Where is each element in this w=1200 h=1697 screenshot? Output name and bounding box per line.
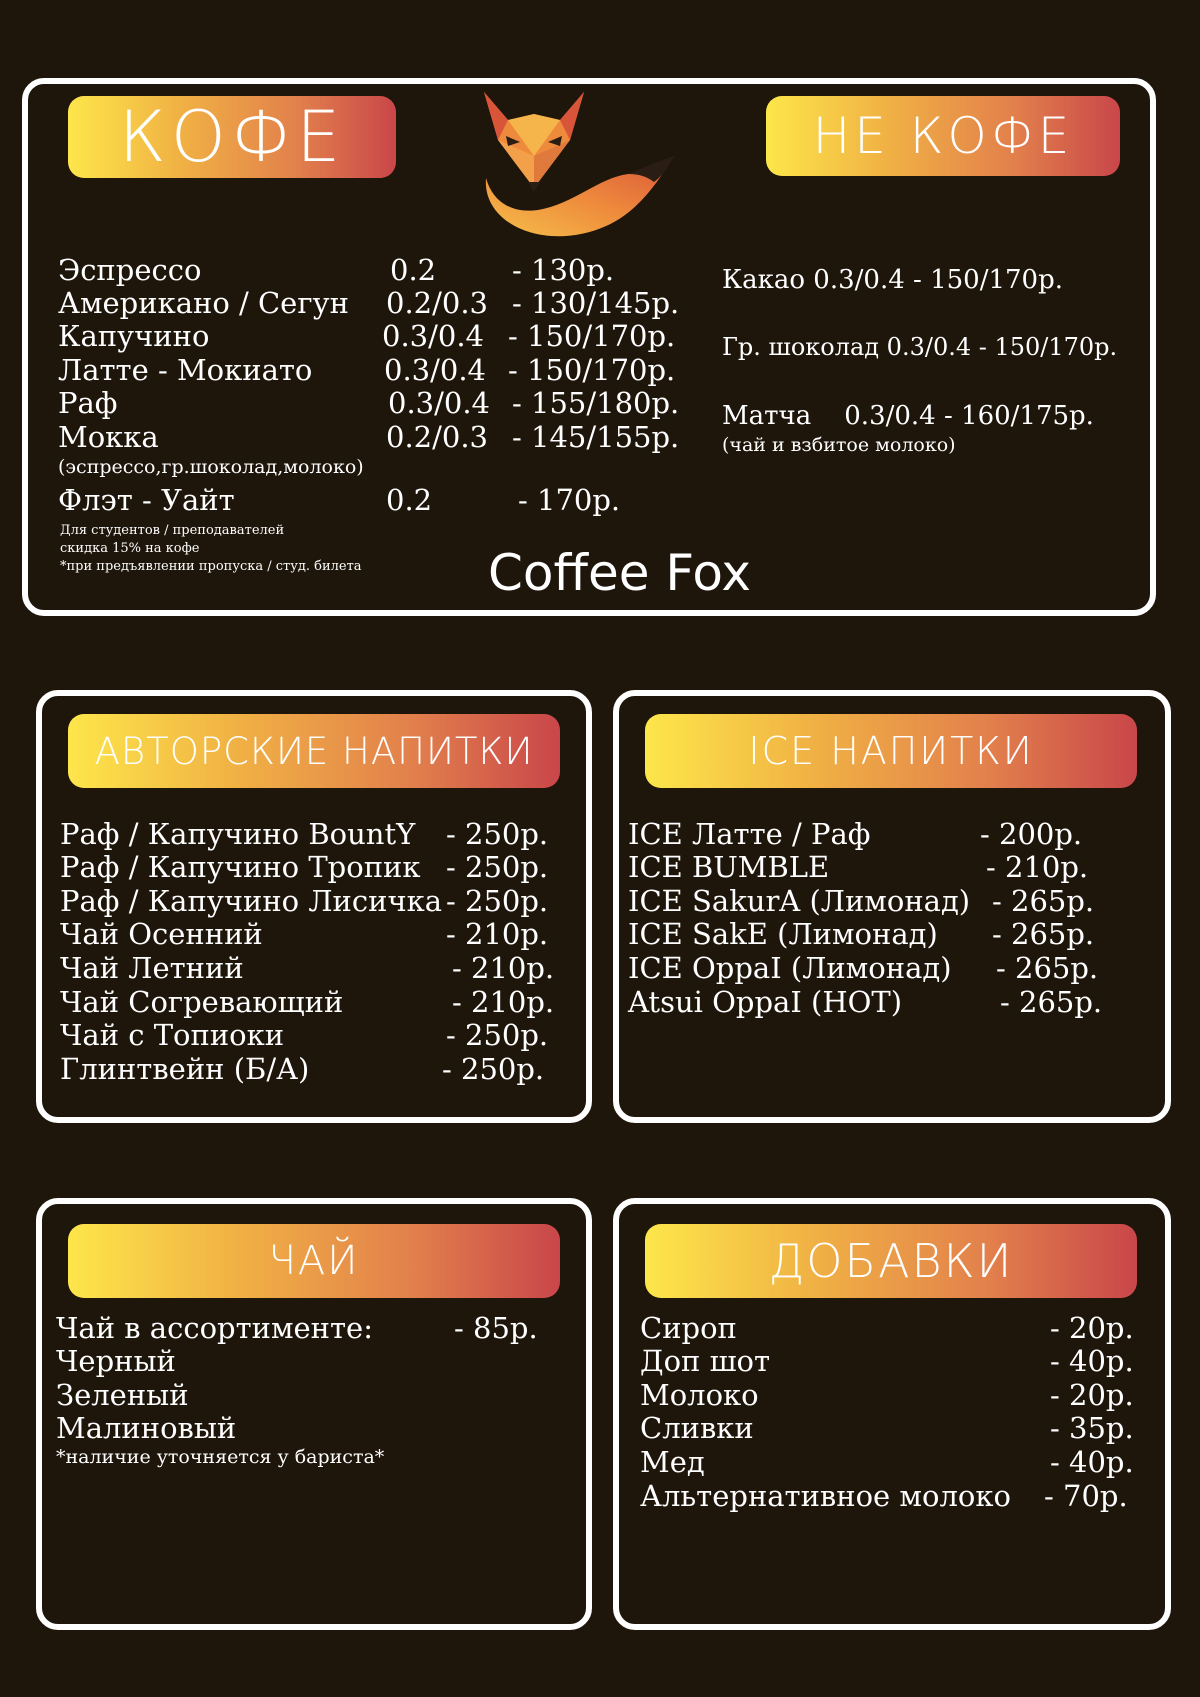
addon-price: - 70р. xyxy=(1044,1479,1128,1513)
coffee-item-size: 0.2 xyxy=(390,253,437,287)
addon-price: - 20р. xyxy=(1050,1311,1134,1345)
coffee-item-name: Латте - Мокиато xyxy=(58,353,313,387)
brand-name: Coffee Fox xyxy=(488,544,751,602)
author-drink-price: - 250р. xyxy=(446,1018,549,1052)
author-drink-price: - 210р. xyxy=(452,985,555,1019)
coffee-item-size: 0.2/0.3 xyxy=(386,420,489,454)
coffee-item-price: - 155/180р. xyxy=(512,386,680,420)
addon-name: Доп шот xyxy=(640,1344,771,1378)
author-drink-price: - 250р. xyxy=(442,1052,545,1086)
author-drinks-heading: АВТОРСКИЕ НАПИТКИ xyxy=(68,714,560,788)
addon-price: - 20р. xyxy=(1050,1378,1134,1412)
coffee-item-price: - 150/170р. xyxy=(508,319,676,353)
ice-drink-price: - 265р. xyxy=(1000,985,1103,1019)
not-coffee-item: Гр. шоколад 0.3/0.4 - 150/170р. xyxy=(722,333,1118,361)
ice-drink-price: - 200р. xyxy=(980,817,1083,851)
ice-drink-name: Atsui OppaI (HOT) xyxy=(628,985,903,1019)
addon-name: Сироп xyxy=(640,1311,737,1345)
author-drink-name: Раф / Капучино Тропик xyxy=(60,850,421,884)
tea-assortment-price: - 85р. xyxy=(454,1311,538,1345)
ice-drinks-heading: ICE НАПИТКИ xyxy=(645,714,1137,788)
ice-drink-price: - 265р. xyxy=(992,917,1095,951)
coffee-item-price: - 145/155р. xyxy=(512,420,680,454)
ice-drink-name: ICE Латте / Раф xyxy=(628,817,871,851)
coffee-item-price: - 170р. xyxy=(518,483,621,517)
author-drink-name: Раф / Капучино Лисичка xyxy=(60,884,443,918)
ice-drink-price: - 265р. xyxy=(992,884,1095,918)
ice-drink-name: ICE SakurA (Лимонад) xyxy=(628,884,971,918)
coffee-item-size: 0.2/0.3 xyxy=(386,286,489,320)
ice-drink-name: ICE SakE (Лимонад) xyxy=(628,917,938,951)
addon-name: Альтернативное молоко xyxy=(640,1479,1011,1513)
ice-drink-name: ICE OppaI (Лимонад) xyxy=(628,951,952,985)
author-drink-price: - 250р. xyxy=(446,817,549,851)
fox-logo-icon xyxy=(478,86,698,256)
author-drink-name: Глинтвейн (Б/А) xyxy=(60,1052,310,1086)
coffee-item-name: Раф xyxy=(58,386,118,420)
addon-price: - 40р. xyxy=(1050,1445,1134,1479)
coffee-item-size: 0.3/0.4 xyxy=(388,386,491,420)
addon-price: - 40р. xyxy=(1050,1344,1134,1378)
discount-note-line: *при предъявлении пропуска / студ. билета xyxy=(60,559,362,574)
coffee-item-name: Флэт - Уайт xyxy=(58,483,235,517)
addons-heading: ДОБАВКИ xyxy=(645,1224,1137,1298)
author-drink-name: Чай Согревающий xyxy=(60,985,344,1019)
author-drink-price: - 210р. xyxy=(446,917,549,951)
coffee-item-price: - 130р. xyxy=(512,253,615,287)
coffee-item-name: Американо / Сегун xyxy=(58,286,349,320)
coffee-item-size: 0.2 xyxy=(386,483,433,517)
coffee-item-price: - 150/170р. xyxy=(508,353,676,387)
ice-drink-price: - 265р. xyxy=(996,951,1099,985)
coffee-heading: КОФЕ xyxy=(68,96,396,178)
addon-name: Мед xyxy=(640,1445,705,1479)
ice-drink-name: ICE BUMBLE xyxy=(628,850,830,884)
author-drink-price: - 210р. xyxy=(452,951,555,985)
coffee-item-size: 0.3/0.4 xyxy=(382,319,485,353)
author-drink-name: Чай Осенний xyxy=(60,917,263,951)
author-drink-price: - 250р. xyxy=(446,850,549,884)
not-coffee-item: Матча 0.3/0.4 - 160/175р. xyxy=(722,401,1094,431)
ice-drink-price: - 210р. xyxy=(986,850,1089,884)
mocha-description: (эспрессо,гр.шоколад,молоко) xyxy=(58,456,364,478)
tea-availability-note: *наличие уточняется у бариста* xyxy=(56,1446,385,1468)
tea-variety: Черный xyxy=(56,1344,176,1378)
matcha-description: (чай и взбитое молоко) xyxy=(722,434,956,456)
not-coffee-item: Какао 0.3/0.4 - 150/170р. xyxy=(722,265,1063,295)
not-coffee-heading: НЕ КОФЕ xyxy=(766,96,1120,176)
coffee-item-name: Мокка xyxy=(58,420,159,454)
coffee-item-price: - 130/145р. xyxy=(512,286,680,320)
coffee-item-name: Капучино xyxy=(58,319,210,353)
discount-note-line: скидка 15% на кофе xyxy=(60,541,200,556)
tea-variety: Малиновый xyxy=(56,1411,237,1445)
discount-note-line: Для студентов / преподавателей xyxy=(60,523,285,538)
author-drink-name: Раф / Капучино BountY xyxy=(60,817,416,851)
addon-name: Молоко xyxy=(640,1378,759,1412)
addon-price: - 35р. xyxy=(1050,1411,1134,1445)
author-drink-name: Чай Летний xyxy=(60,951,244,985)
coffee-item-name: Эспрессо xyxy=(58,253,202,287)
author-drink-name: Чай с Топиоки xyxy=(60,1018,285,1052)
tea-heading: ЧАЙ xyxy=(68,1224,560,1298)
addon-name: Сливки xyxy=(640,1411,754,1445)
coffee-item-size: 0.3/0.4 xyxy=(384,353,487,387)
author-drink-price: - 250р. xyxy=(446,884,549,918)
tea-assortment-label: Чай в ассортименте: xyxy=(56,1311,373,1345)
tea-variety: Зеленый xyxy=(56,1378,189,1412)
